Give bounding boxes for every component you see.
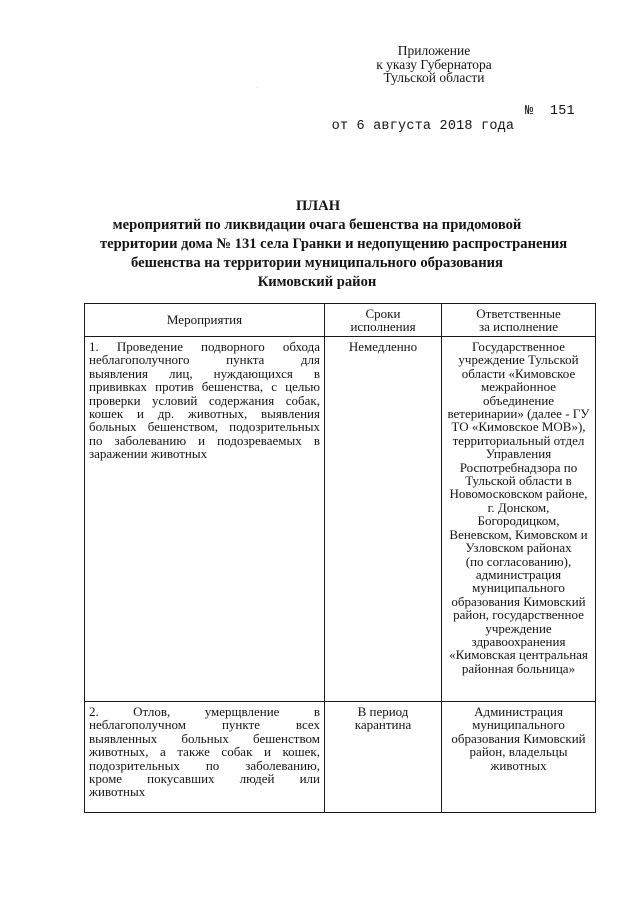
responsible-line: здравоохранения bbox=[471, 633, 566, 649]
responsible-line: район, государственное bbox=[453, 607, 584, 623]
activity-line: животных, а также собак и кошек, bbox=[89, 744, 320, 760]
plan-table bbox=[84, 303, 596, 813]
activity-line: больных бешенством, подозрительных bbox=[89, 419, 320, 435]
document-subtitle bbox=[100, 216, 568, 292]
appendix-block bbox=[372, 44, 496, 85]
responsible-line: администрация bbox=[475, 566, 562, 582]
header-line: Сроки bbox=[365, 305, 401, 321]
subtitle-line: территории дома № 131 села Гранки и недопущению распространения bbox=[100, 236, 568, 252]
responsible-line: образования Кимовский bbox=[451, 593, 586, 609]
deadline-cell bbox=[325, 337, 442, 702]
responsible-line: (по согласованию), bbox=[465, 553, 572, 569]
responsible-line: Новомосковском районе, bbox=[449, 486, 588, 502]
responsible-line: учреждение bbox=[485, 620, 552, 636]
responsible-cell bbox=[442, 337, 596, 702]
activity-line: кошек и др. животных, выявления bbox=[89, 406, 320, 422]
responsible-line: Роспотребнадзора по bbox=[459, 459, 578, 475]
table-header-row bbox=[85, 304, 596, 337]
activity-line: неблагополучном пункте всех bbox=[89, 717, 320, 733]
activity-cell bbox=[85, 337, 325, 702]
subtitle-line: бешенства на территории муниципального образования bbox=[131, 255, 503, 271]
activity-line: по заболеванию и подозреваемых в bbox=[89, 432, 320, 448]
column-header-deadlines bbox=[325, 304, 442, 337]
activity-line: заражении животных bbox=[89, 446, 208, 462]
subtitle-line: мероприятий по ликвидации очага бешенства на придомовой bbox=[112, 217, 522, 233]
responsible-line: ТО «Кимовское МОВ»), bbox=[451, 419, 586, 435]
responsible-line: г. Донском, bbox=[487, 499, 550, 515]
responsible-line: район, владельцы bbox=[469, 744, 568, 760]
scan-speck: · bbox=[256, 85, 258, 91]
responsible-line: образования Кимовский bbox=[451, 730, 586, 746]
responsible-line: «Кимовская центральная bbox=[449, 647, 588, 663]
column-header-responsible bbox=[442, 304, 596, 337]
responsible-line: территориальный отдел bbox=[452, 432, 585, 448]
subtitle-line: Кимовский район bbox=[257, 274, 377, 290]
deadline-line: карантина bbox=[354, 717, 412, 733]
responsible-line: Веневском, Кимовском и bbox=[449, 526, 588, 542]
activity-line: проверки условий содержания собак, bbox=[89, 392, 320, 408]
decree-reference bbox=[315, 104, 575, 149]
responsible-cell bbox=[442, 702, 596, 813]
responsible-line: животных bbox=[490, 757, 547, 773]
responsible-line: Узловском районах bbox=[465, 540, 572, 556]
header-line: Мероприятия bbox=[166, 312, 243, 328]
header-line: Ответственные bbox=[476, 305, 561, 321]
responsible-line: муниципального bbox=[472, 717, 565, 733]
responsible-line: муниципального bbox=[472, 580, 565, 596]
decree-date: от 6 августа 2018 года bbox=[331, 119, 515, 134]
activity-cell bbox=[85, 702, 325, 813]
activity-line: выявленных больных бешенством bbox=[89, 730, 320, 746]
responsible-line: объединение bbox=[482, 392, 555, 408]
activity-line: 1. Проведение подворного обхода bbox=[89, 339, 320, 354]
responsible-line: Управления bbox=[485, 446, 552, 462]
activity-line: неблагополучного пункта для bbox=[89, 352, 320, 368]
activity-line: подозрительных по заболеванию, bbox=[89, 757, 320, 773]
appendix-line: Тульской области bbox=[383, 70, 485, 85]
header-line: за исполнение bbox=[478, 319, 559, 334]
deadline-cell bbox=[325, 702, 442, 813]
responsible-line: области «Кимовское bbox=[461, 365, 576, 381]
responsible-line: Тульской области в bbox=[465, 473, 572, 489]
responsible-line: Богородицком, bbox=[477, 513, 560, 529]
responsible-line: Администрация bbox=[474, 704, 563, 719]
responsible-line: ветеринарии» (далее - ГУ bbox=[447, 406, 590, 422]
appendix-line: к указу Губернатора bbox=[376, 56, 492, 72]
responsible-line: межрайонное bbox=[480, 379, 557, 395]
responsible-line: учреждение Тульской bbox=[458, 352, 579, 368]
table-row bbox=[85, 337, 596, 702]
activity-line: выявления лиц, нуждающихся в bbox=[89, 365, 320, 381]
activity-line: 2. Отлов, умерщвление в bbox=[89, 704, 320, 719]
deadline-line: В период bbox=[357, 704, 409, 719]
activity-line: животных bbox=[89, 784, 146, 800]
activity-line: прививках против бешенства, с целью bbox=[89, 379, 320, 395]
header-line: исполнения bbox=[350, 319, 416, 334]
column-header-activities bbox=[85, 304, 325, 337]
activity-line: кроме покусавших людей или bbox=[89, 771, 320, 787]
document-title: ПЛАН bbox=[295, 198, 341, 214]
appendix-line: Приложение bbox=[397, 43, 471, 58]
responsible-line: районная больница» bbox=[461, 660, 576, 676]
decree-number: № 151 bbox=[525, 104, 575, 119]
deadline-line: Немедленно bbox=[348, 339, 418, 354]
responsible-line: Государственное bbox=[472, 339, 565, 354]
table-row bbox=[85, 702, 596, 813]
